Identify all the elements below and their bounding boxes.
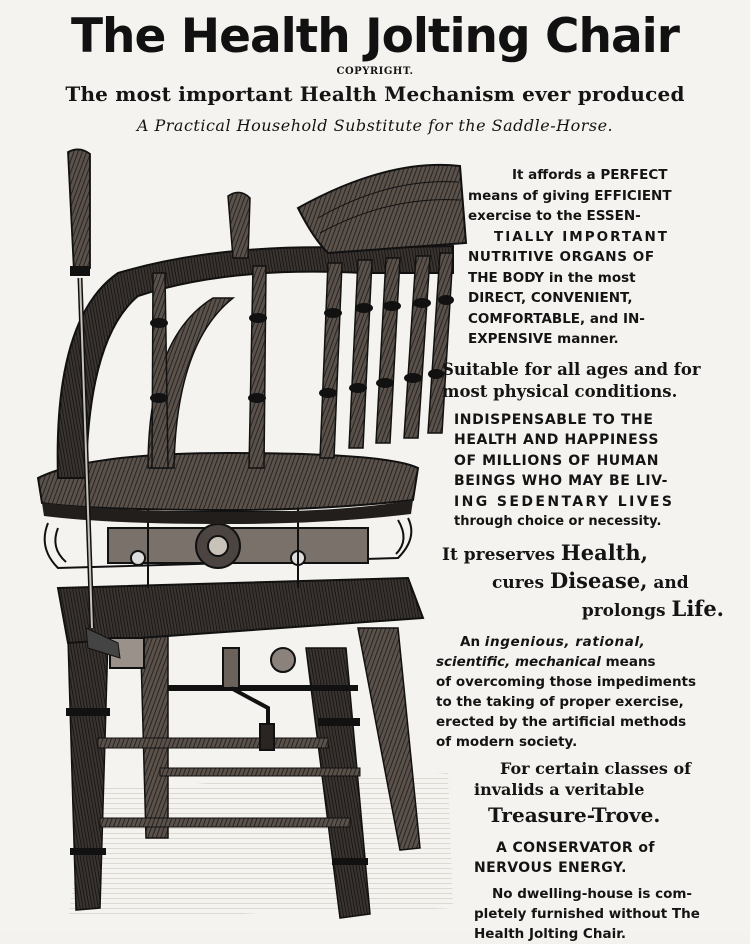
ad-title: The Health Jolting Chair [71, 9, 679, 64]
ad-subtitle: The most important Health Mechanism ever produced [65, 82, 685, 106]
text-line: Treasure-Trove. [488, 802, 661, 827]
ad-tagline: A Practical Household Substitute for the Saddle-Horse. [136, 116, 614, 135]
affords-paragraph [436, 165, 724, 350]
text-line [436, 632, 724, 652]
text-line: of modern society. [436, 733, 578, 750]
text-fragment: An [460, 633, 485, 650]
text-line [436, 652, 724, 672]
text-line: NERVOUS ENERGY. [474, 859, 627, 876]
text-fragment: and [647, 572, 689, 593]
text-line [442, 596, 724, 624]
text-fragment: means [600, 653, 656, 670]
text-line: Suitable for all ages and for [442, 359, 701, 379]
text-line: INDISPENSABLE TO THE [454, 411, 654, 428]
text-line: COMFORTABLE, and IN- [468, 310, 645, 327]
conservator-paragraph [436, 838, 724, 878]
text-line: through choice or necessity. [454, 514, 662, 529]
text-line: exercise to the ESSEN- [468, 208, 641, 224]
text-line [442, 568, 724, 596]
text-line: NUTRITIVE ORGANS OF [468, 249, 655, 265]
text-line: BEINGS WHO MAY BE LIV- [454, 473, 669, 489]
treasure-paragraph [436, 758, 724, 830]
text-line: For certain classes of [500, 758, 692, 778]
dwelling-paragraph [436, 884, 724, 944]
text-line: most physical conditions. [442, 381, 678, 401]
text-line [442, 540, 724, 568]
text-line: No dwelling-house is com- [492, 885, 693, 902]
suitable-paragraph [436, 359, 724, 403]
text-line: Health Jolting Chair. [474, 925, 627, 942]
ad-copy-column [436, 165, 724, 944]
text-line: ING SEDENTARY LIVES [454, 493, 675, 510]
text-line: HEALTH AND HAPPINESS [454, 432, 660, 448]
text-line: THE BODY in the most [468, 269, 636, 286]
text-fragment: ingenious, rational, [484, 633, 646, 650]
text-fragment: Disease, [549, 567, 648, 593]
text-fragment: Health, [560, 539, 648, 565]
text-line: OF MILLIONS OF HUMAN [454, 452, 660, 469]
text-line: means of giving EFFICIENT [468, 187, 672, 204]
text-line: DIRECT, CONVENIENT, [468, 290, 633, 306]
text-line: pletely furnished without The [474, 905, 700, 922]
text-line: EXPENSIVE manner. [468, 331, 619, 347]
text-line: to the taking of proper exercise, [436, 693, 684, 710]
copyright-notice: COPYRIGHT. [336, 66, 414, 77]
text-fragment: scientific, mechanical [436, 653, 601, 670]
ingenious-paragraph [436, 632, 724, 752]
text-fragment: It preserves [442, 544, 561, 565]
text-line: erected by the artificial methods [436, 713, 687, 730]
text-line: invalids a veritable [474, 779, 645, 799]
preserves-paragraph [436, 540, 724, 624]
text-fragment: prolongs [581, 600, 672, 621]
text-line: of overcoming those impediments [436, 673, 697, 690]
text-line: It affords a PERFECT [512, 167, 668, 183]
text-fragment: cures [492, 572, 550, 593]
text-line: TIALLY IMPORTANT [494, 228, 669, 245]
text-line: A CONSERVATOR of [496, 839, 655, 856]
jolting-chair-illustration [28, 148, 468, 928]
indispensable-paragraph [436, 410, 724, 533]
text-fragment: Life. [671, 595, 724, 621]
